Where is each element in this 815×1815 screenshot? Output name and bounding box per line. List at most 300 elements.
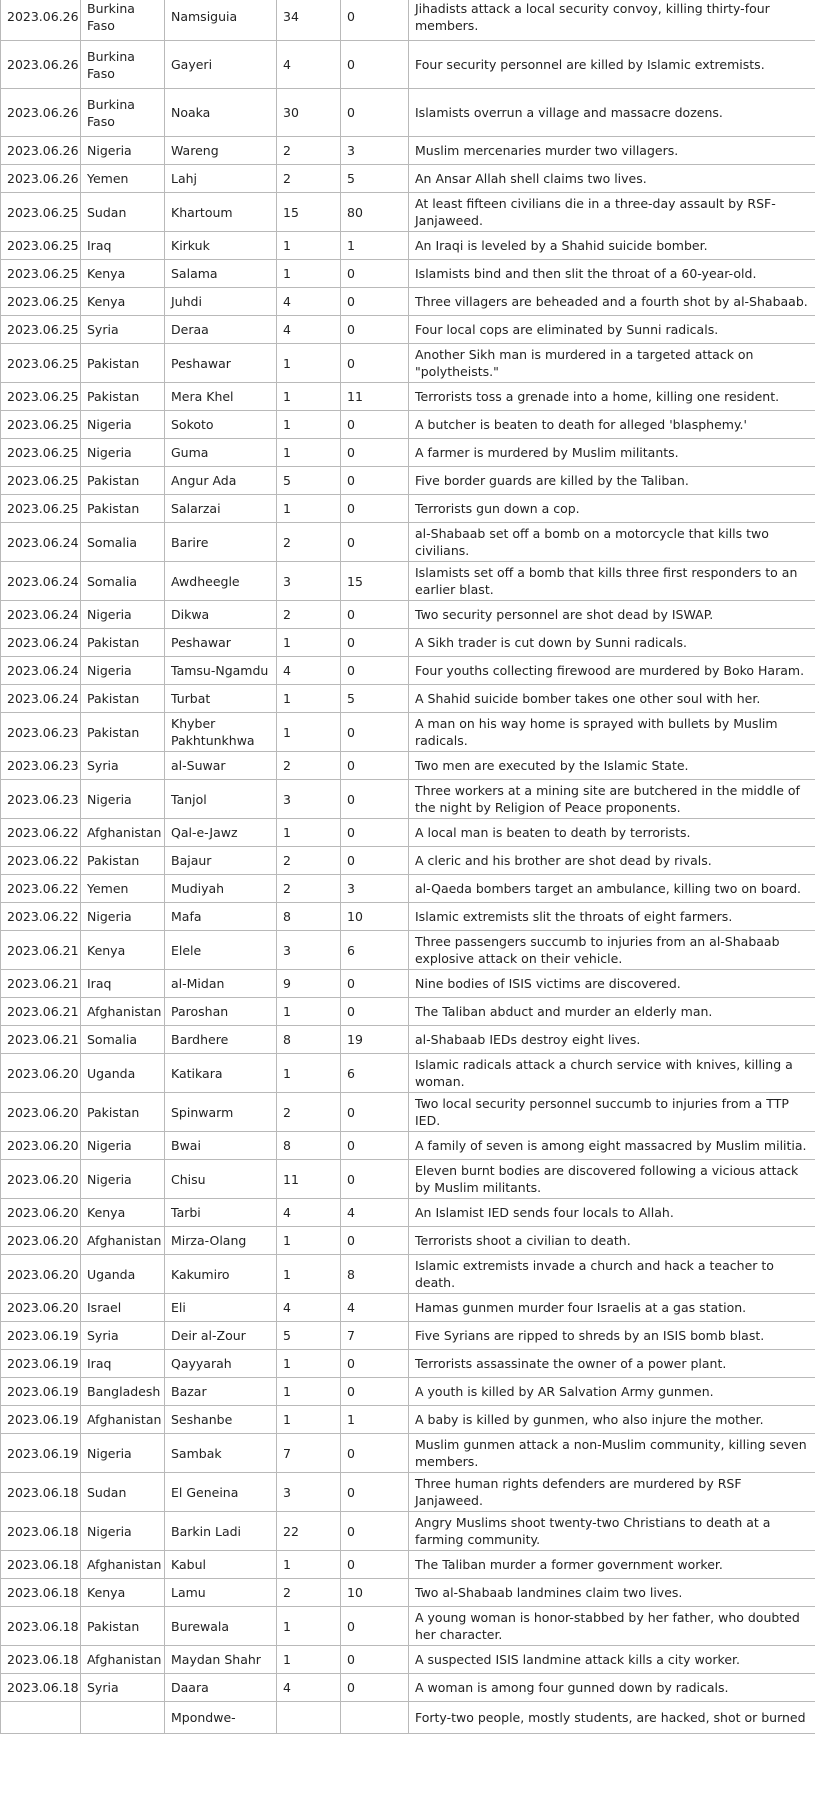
cell-killed: 1 [277,1646,341,1674]
cell-country: Pakistan [81,467,165,495]
cell-country: Somalia [81,523,165,562]
table-row [1,383,815,411]
cell-city: Bwai [165,1132,277,1160]
cell-injured: 0 [341,89,409,137]
table-row [1,1093,815,1132]
cell-date: 2023.06.20 [1,1093,81,1132]
cell-date: 2023.06.19 [1,1434,81,1473]
cell-date: 2023.06.23 [1,713,81,752]
cell-description: Four security personnel are killed by Islamic extremists. [409,41,815,89]
table-row [1,1579,815,1607]
cell-injured: 0 [341,819,409,847]
cell-city: El Geneina [165,1473,277,1512]
table-row [1,1294,815,1322]
cell-date: 2023.06.22 [1,847,81,875]
cell-country: Israel [81,1294,165,1322]
cell-killed: 4 [277,1674,341,1702]
cell-description: The Taliban abduct and murder an elderly man. [409,998,815,1026]
cell-description: An Ansar Allah shell claims two lives. [409,165,815,193]
table-row [1,439,815,467]
cell-description: Eleven burnt bodies are discovered following a vicious attack by Muslim militants. [409,1160,815,1199]
cell-country: Afghanistan [81,1646,165,1674]
table-row [1,495,815,523]
cell-city: Awdheegle [165,562,277,601]
cell-country: Yemen [81,875,165,903]
table-row [1,165,815,193]
cell-injured: 0 [341,657,409,685]
cell-city: Mera Khel [165,383,277,411]
cell-date: 2023.06.21 [1,931,81,970]
cell-city: Bajaur [165,847,277,875]
table-row [1,1350,815,1378]
cell-injured: 0 [341,1473,409,1512]
cell-country: Uganda [81,1255,165,1294]
table-row [1,875,815,903]
cell-killed [277,1702,341,1734]
cell-date: 2023.06.20 [1,1294,81,1322]
cell-date: 2023.06.23 [1,780,81,819]
cell-description: Four youths collecting firewood are murdered by Boko Haram. [409,657,815,685]
cell-city: Noaka [165,89,277,137]
cell-date: 2023.06.26 [1,0,81,41]
cell-date: 2023.06.18 [1,1551,81,1579]
cell-description: Two local security personnel succumb to injuries from a TTP IED. [409,1093,815,1132]
cell-date: 2023.06.25 [1,232,81,260]
cell-killed: 2 [277,165,341,193]
cell-injured: 5 [341,165,409,193]
cell-injured: 0 [341,439,409,467]
table-row [1,1255,815,1294]
cell-injured: 0 [341,970,409,998]
cell-country: Pakistan [81,383,165,411]
cell-date: 2023.06.19 [1,1378,81,1406]
cell-killed: 1 [277,495,341,523]
cell-country: Nigeria [81,411,165,439]
cell-description: A baby is killed by gunmen, who also injure the mother. [409,1406,815,1434]
cell-country: Afghanistan [81,998,165,1026]
cell-injured: 0 [341,1551,409,1579]
cell-country: Pakistan [81,629,165,657]
cell-date: 2023.06.18 [1,1473,81,1512]
table-row [1,288,815,316]
cell-killed: 1 [277,629,341,657]
cell-killed: 4 [277,41,341,89]
cell-injured: 8 [341,1255,409,1294]
cell-description: Three human rights defenders are murdered by RSF Janjaweed. [409,1473,815,1512]
cell-city: Mudiyah [165,875,277,903]
cell-injured: 0 [341,847,409,875]
cell-country: Nigeria [81,137,165,165]
table-row [1,903,815,931]
cell-injured: 5 [341,685,409,713]
cell-country: Nigeria [81,439,165,467]
cell-description: Islamic extremists slit the throats of eight farmers. [409,903,815,931]
cell-city: Peshawar [165,629,277,657]
cell-city: Katikara [165,1054,277,1093]
cell-killed: 2 [277,752,341,780]
cell-injured: 0 [341,344,409,383]
cell-injured: 0 [341,601,409,629]
table-row [1,1702,815,1734]
table-row [1,562,815,601]
cell-city: Daara [165,1674,277,1702]
cell-description: An Iraqi is leveled by a Shahid suicide bomber. [409,232,815,260]
table-row [1,1378,815,1406]
cell-killed: 34 [277,0,341,41]
cell-country: Kenya [81,931,165,970]
table-row [1,780,815,819]
cell-description: A woman is among four gunned down by radicals. [409,1674,815,1702]
cell-city: Qal-e-Jawz [165,819,277,847]
cell-killed: 2 [277,523,341,562]
table-row [1,629,815,657]
cell-description: A Shahid suicide bomber takes one other soul with her. [409,685,815,713]
cell-injured: 7 [341,1322,409,1350]
cell-injured: 0 [341,713,409,752]
cell-date: 2023.06.19 [1,1406,81,1434]
cell-description: Four local cops are eliminated by Sunni radicals. [409,316,815,344]
cell-injured: 0 [341,467,409,495]
cell-date: 2023.06.24 [1,629,81,657]
cell-killed: 8 [277,1026,341,1054]
cell-country: Uganda [81,1054,165,1093]
cell-description: A family of seven is among eight massacred by Muslim militia. [409,1132,815,1160]
cell-date: 2023.06.24 [1,657,81,685]
cell-injured: 1 [341,232,409,260]
table-row [1,1473,815,1512]
table-row [1,41,815,89]
cell-city: Kabul [165,1551,277,1579]
cell-city: Sambak [165,1434,277,1473]
cell-city: Barire [165,523,277,562]
cell-injured [341,1702,409,1734]
table-row [1,847,815,875]
cell-description: Muslim mercenaries murder two villagers. [409,137,815,165]
cell-date: 2023.06.25 [1,193,81,232]
table-row [1,1322,815,1350]
cell-killed: 2 [277,1093,341,1132]
cell-country: Pakistan [81,847,165,875]
cell-killed: 8 [277,1132,341,1160]
table-row [1,1551,815,1579]
cell-city: al-Midan [165,970,277,998]
cell-country: Yemen [81,165,165,193]
cell-injured: 0 [341,1674,409,1702]
cell-injured: 0 [341,0,409,41]
cell-country: Kenya [81,288,165,316]
cell-description: Three passengers succumb to injuries from an al-Shabaab explosive attack on their vehicle. [409,931,815,970]
cell-killed: 5 [277,467,341,495]
cell-description: Islamic extremists invade a church and hack a teacher to death. [409,1255,815,1294]
cell-date: 2023.06.25 [1,316,81,344]
cell-city: Kakumiro [165,1255,277,1294]
cell-description: Terrorists shoot a civilian to death. [409,1227,815,1255]
cell-country: Kenya [81,260,165,288]
cell-description: Two security personnel are shot dead by ISWAP. [409,601,815,629]
cell-date: 2023.06.26 [1,137,81,165]
table-row [1,970,815,998]
cell-date: 2023.06.20 [1,1227,81,1255]
cell-date: 2023.06.26 [1,165,81,193]
cell-injured: 0 [341,1227,409,1255]
cell-date: 2023.06.24 [1,685,81,713]
table-row [1,137,815,165]
cell-description: An Islamist IED sends four locals to Allah. [409,1199,815,1227]
cell-city: Spinwarm [165,1093,277,1132]
cell-date [1,1702,81,1734]
cell-description: Forty-two people, mostly students, are hacked, shot or burned [409,1702,815,1734]
cell-date: 2023.06.20 [1,1160,81,1199]
cell-killed: 3 [277,1473,341,1512]
cell-country: Iraq [81,1350,165,1378]
cell-killed: 1 [277,344,341,383]
cell-city: Lamu [165,1579,277,1607]
cell-date: 2023.06.20 [1,1132,81,1160]
cell-city: Deraa [165,316,277,344]
table-row [1,931,815,970]
cell-killed: 2 [277,847,341,875]
cell-description: Islamists set off a bomb that kills three first responders to an earlier blast. [409,562,815,601]
cell-description: Terrorists gun down a cop. [409,495,815,523]
cell-city: Dikwa [165,601,277,629]
cell-killed: 30 [277,89,341,137]
cell-city: Lahj [165,165,277,193]
table-row [1,1227,815,1255]
cell-killed: 2 [277,1579,341,1607]
cell-country: Syria [81,1322,165,1350]
cell-killed: 1 [277,232,341,260]
cell-date: 2023.06.24 [1,523,81,562]
cell-killed: 4 [277,1294,341,1322]
cell-date: 2023.06.24 [1,601,81,629]
cell-date: 2023.06.25 [1,467,81,495]
cell-city: Eli [165,1294,277,1322]
cell-date: 2023.06.22 [1,903,81,931]
cell-description: Islamic radicals attack a church service with knives, killing a woman. [409,1054,815,1093]
cell-city: Salama [165,260,277,288]
cell-killed: 1 [277,260,341,288]
cell-injured: 0 [341,629,409,657]
table-row [1,232,815,260]
cell-city: Tanjol [165,780,277,819]
cell-country: Kenya [81,1579,165,1607]
cell-country: Afghanistan [81,1406,165,1434]
cell-date: 2023.06.21 [1,1026,81,1054]
cell-city: Peshawar [165,344,277,383]
cell-country: Burkina Faso [81,89,165,137]
cell-description: Five border guards are killed by the Taliban. [409,467,815,495]
cell-date: 2023.06.23 [1,752,81,780]
cell-killed: 1 [277,713,341,752]
cell-city: Wareng [165,137,277,165]
cell-description: A local man is beaten to death by terrorists. [409,819,815,847]
cell-country: Afghanistan [81,819,165,847]
cell-country: Pakistan [81,1093,165,1132]
cell-description: al-Shabaab IEDs destroy eight lives. [409,1026,815,1054]
cell-date: 2023.06.22 [1,819,81,847]
cell-description: Two al-Shabaab landmines claim two lives. [409,1579,815,1607]
cell-killed: 3 [277,562,341,601]
table-row [1,0,815,41]
cell-country: Pakistan [81,344,165,383]
table-row [1,1646,815,1674]
cell-injured: 0 [341,1160,409,1199]
cell-city: Namsiguia [165,0,277,41]
cell-injured: 11 [341,383,409,411]
cell-injured: 0 [341,288,409,316]
table-row [1,1054,815,1093]
table-row [1,752,815,780]
cell-country: Bangladesh [81,1378,165,1406]
cell-killed: 1 [277,1054,341,1093]
cell-description: At least fifteen civilians die in a three-day assault by RSF-Janjaweed. [409,193,815,232]
cell-killed: 4 [277,316,341,344]
cell-killed: 2 [277,601,341,629]
cell-date: 2023.06.25 [1,439,81,467]
cell-killed: 1 [277,1227,341,1255]
cell-date: 2023.06.21 [1,970,81,998]
cell-killed: 1 [277,685,341,713]
cell-killed: 1 [277,1255,341,1294]
cell-injured: 3 [341,875,409,903]
table-row [1,819,815,847]
table-row [1,1512,815,1551]
cell-injured: 80 [341,193,409,232]
cell-country: Nigeria [81,1132,165,1160]
cell-killed: 1 [277,1350,341,1378]
cell-killed: 15 [277,193,341,232]
cell-country: Nigeria [81,601,165,629]
cell-injured: 6 [341,1054,409,1093]
cell-country: Kenya [81,1199,165,1227]
cell-description: A young woman is honor-stabbed by her father, who doubted her character. [409,1607,815,1646]
cell-injured: 0 [341,260,409,288]
cell-killed: 1 [277,1607,341,1646]
cell-country: Sudan [81,193,165,232]
cell-injured: 10 [341,903,409,931]
cell-injured: 0 [341,1093,409,1132]
cell-description: Islamists bind and then slit the throat of a 60-year-old. [409,260,815,288]
cell-date: 2023.06.20 [1,1199,81,1227]
cell-injured: 1 [341,1406,409,1434]
cell-city: Mpondwe- [165,1702,277,1734]
cell-country: Pakistan [81,495,165,523]
cell-killed: 3 [277,780,341,819]
cell-city: Khyber Pakhtunkhwa [165,713,277,752]
table-row [1,89,815,137]
cell-description: A suspected ISIS landmine attack kills a city worker. [409,1646,815,1674]
cell-city: Guma [165,439,277,467]
cell-date: 2023.06.19 [1,1322,81,1350]
cell-description: Two men are executed by the Islamic State. [409,752,815,780]
cell-country: Pakistan [81,713,165,752]
cell-description: A youth is killed by AR Salvation Army gunmen. [409,1378,815,1406]
cell-injured: 0 [341,1132,409,1160]
cell-injured: 4 [341,1294,409,1322]
cell-injured: 4 [341,1199,409,1227]
cell-description: Nine bodies of ISIS victims are discovered. [409,970,815,998]
cell-city: Bardhere [165,1026,277,1054]
cell-country: Afghanistan [81,1227,165,1255]
cell-date: 2023.06.26 [1,41,81,89]
cell-injured: 0 [341,998,409,1026]
cell-country: Sudan [81,1473,165,1512]
cell-city: Tarbi [165,1199,277,1227]
cell-killed: 1 [277,439,341,467]
table-row [1,193,815,232]
cell-city: Turbat [165,685,277,713]
table-row [1,657,815,685]
cell-country: Nigeria [81,780,165,819]
cell-killed: 4 [277,1199,341,1227]
cell-killed: 1 [277,411,341,439]
cell-city: Tamsu-Ngamdu [165,657,277,685]
cell-date: 2023.06.24 [1,562,81,601]
cell-description: Three villagers are beheaded and a fourth shot by al-Shabaab. [409,288,815,316]
cell-killed: 9 [277,970,341,998]
cell-date: 2023.06.25 [1,495,81,523]
cell-country: Nigeria [81,1160,165,1199]
cell-description: Terrorists toss a grenade into a home, killing one resident. [409,383,815,411]
table-row [1,1607,815,1646]
cell-description: A cleric and his brother are shot dead by rivals. [409,847,815,875]
cell-date: 2023.06.22 [1,875,81,903]
cell-injured: 0 [341,752,409,780]
cell-killed: 8 [277,903,341,931]
table-row [1,411,815,439]
cell-injured: 0 [341,780,409,819]
cell-country: Pakistan [81,1607,165,1646]
cell-country: Syria [81,316,165,344]
table-row [1,1406,815,1434]
cell-country: Burkina Faso [81,0,165,41]
cell-killed: 22 [277,1512,341,1551]
cell-country: Iraq [81,232,165,260]
cell-city: al-Suwar [165,752,277,780]
cell-injured: 0 [341,1378,409,1406]
cell-city: Sokoto [165,411,277,439]
cell-city: Burewala [165,1607,277,1646]
table-row [1,1160,815,1199]
cell-killed: 3 [277,931,341,970]
cell-injured: 3 [341,137,409,165]
cell-country: Nigeria [81,1512,165,1551]
cell-description: al-Shabaab set off a bomb on a motorcycle that kills two civilians. [409,523,815,562]
cell-killed: 1 [277,383,341,411]
cell-date: 2023.06.19 [1,1350,81,1378]
cell-date: 2023.06.20 [1,1054,81,1093]
table-row [1,1199,815,1227]
cell-city: Paroshan [165,998,277,1026]
cell-city: Khartoum [165,193,277,232]
cell-injured: 15 [341,562,409,601]
cell-city: Barkin Ladi [165,1512,277,1551]
table-row [1,260,815,288]
cell-injured: 0 [341,495,409,523]
cell-city: Elele [165,931,277,970]
table-row [1,316,815,344]
cell-date: 2023.06.25 [1,411,81,439]
cell-injured: 0 [341,1607,409,1646]
cell-killed: 4 [277,288,341,316]
cell-country: Nigeria [81,903,165,931]
table-row [1,523,815,562]
table-row [1,998,815,1026]
cell-description: A farmer is murdered by Muslim militants. [409,439,815,467]
cell-date: 2023.06.20 [1,1255,81,1294]
cell-description: Another Sikh man is murdered in a targeted attack on "polytheists." [409,344,815,383]
cell-city: Angur Ada [165,467,277,495]
